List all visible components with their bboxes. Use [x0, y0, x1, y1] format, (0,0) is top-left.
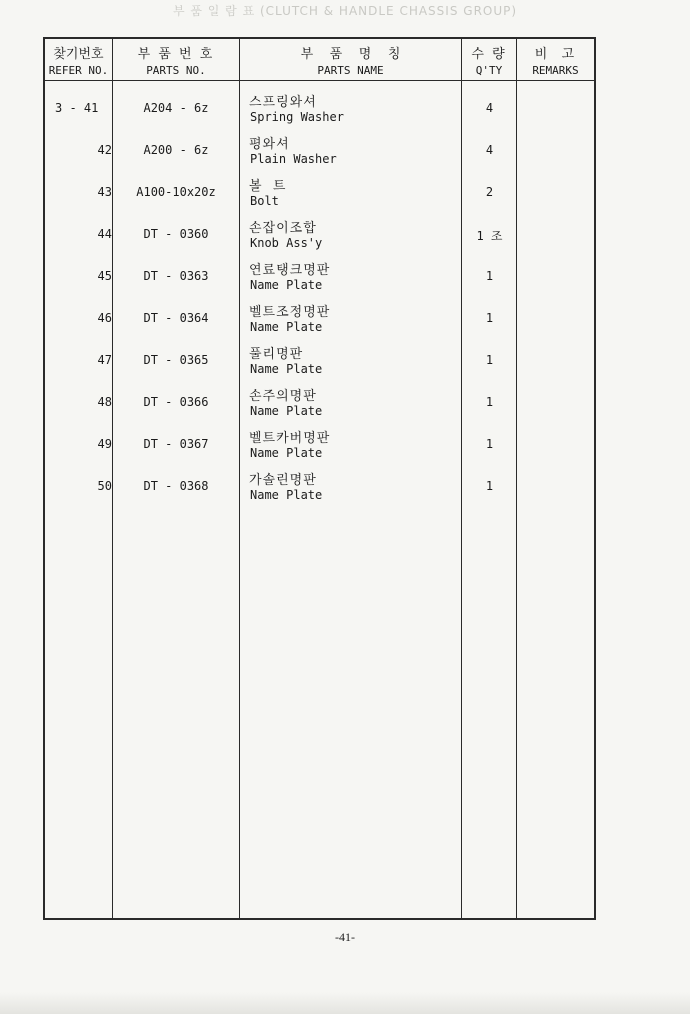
quantity: 4 [485, 101, 494, 115]
header-parts-no [113, 39, 239, 80]
parts-name-korean: 연료탱크명판 [249, 263, 331, 278]
header-divider [45, 80, 594, 81]
table-row [45, 379, 594, 421]
table-row [45, 253, 594, 295]
refer-no: 48 [97, 395, 112, 409]
refer-no: 50 [97, 479, 112, 493]
parts-name-english: Name Plate [250, 278, 323, 292]
page-number: -41- [335, 930, 355, 944]
refer-no: 45 [97, 269, 112, 283]
header-remarks [517, 39, 594, 80]
refer-no: 42 [97, 143, 112, 157]
parts-no: A200 - 6z [143, 143, 209, 157]
table-row [45, 85, 594, 127]
header-qty-en: Q'TY [475, 64, 503, 77]
parts-name-english: Spring Washer [250, 110, 344, 124]
refer-no: 44 [97, 227, 112, 241]
table-row [45, 463, 594, 505]
parts-name-korean: 풀리명판 [249, 347, 304, 362]
parts-name-english: Name Plate [250, 488, 323, 502]
header-remarks-en: REMARKS [532, 64, 579, 77]
quantity: 4 [485, 143, 494, 157]
parts-name-korean: 평와셔 [249, 137, 290, 152]
header-parts-name-en: PARTS NAME [317, 64, 384, 77]
table-row [45, 127, 594, 169]
parts-name-english: Name Plate [250, 320, 323, 334]
parts-name-english: Name Plate [250, 446, 323, 460]
parts-name-english: Plain Washer [250, 152, 337, 166]
parts-no: DT - 0366 [143, 395, 209, 409]
parts-name-korean: 스프링와셔 [249, 95, 317, 110]
header-parts-no-ko: 부 품 번 호 [137, 47, 215, 62]
refer-no: 47 [97, 353, 112, 367]
parts-no: DT - 0367 [143, 437, 209, 451]
parts-name-english: Name Plate [250, 404, 323, 418]
parts-name-korean: 볼 트 [249, 179, 287, 194]
parts-name-english: Bolt [250, 194, 279, 208]
table-row [45, 295, 594, 337]
parts-no: DT - 0365 [143, 353, 209, 367]
quantity: 1 [485, 311, 494, 325]
table-row [45, 211, 594, 253]
header-refer-ko: 찾기번호 [53, 47, 104, 62]
parts-no: DT - 0368 [143, 479, 209, 493]
parts-name-korean: 벨트조정명판 [249, 305, 331, 320]
refer-no: 46 [97, 311, 112, 325]
header-parts-name-ko: 부 품 명 칭 [300, 47, 401, 62]
parts-name-korean: 손잡이조합 [249, 221, 317, 236]
quantity: 1 [485, 479, 494, 493]
header-parts-no-en: PARTS NO. [146, 64, 206, 77]
header-refer-no [45, 39, 112, 80]
table-row [45, 337, 594, 379]
quantity: 1 [485, 353, 494, 367]
quantity: 1 [485, 395, 494, 409]
quantity: 1 [485, 437, 494, 451]
header-refer-en: REFER NO. [48, 64, 109, 77]
scan-edge-shadow [0, 992, 690, 1014]
parts-name-korean: 손주의명판 [249, 389, 317, 404]
parts-name-korean: 가솔린명판 [249, 473, 317, 488]
refer-no: 43 [97, 185, 112, 199]
header-qty-ko: 수 량 [471, 47, 507, 62]
header-qty [462, 39, 516, 80]
refer-no: 49 [97, 437, 112, 451]
refer-no: 3 - 41 [55, 101, 99, 115]
parts-no: DT - 0364 [143, 311, 209, 325]
parts-no: A204 - 6z [143, 101, 209, 115]
parts-name-english: Knob Ass'y [250, 236, 323, 250]
quantity: 2 [485, 185, 494, 199]
parts-name-korean: 벨트카버명판 [249, 431, 331, 446]
parts-no: A100-10x20z [136, 185, 216, 199]
header-parts-name [240, 39, 461, 80]
quantity: 1 조 [476, 229, 503, 243]
parts-no: DT - 0360 [143, 227, 209, 241]
table-row [45, 169, 594, 211]
parts-name-english: Name Plate [250, 362, 323, 376]
parts-table [43, 37, 596, 920]
header-remarks-ko: 비 고 [534, 47, 577, 62]
parts-no: DT - 0363 [143, 269, 209, 283]
faint-bleed-through-header: 부 품 일 람 표 (CLUTCH & HANDLE CHASSIS GROUP) [172, 4, 518, 18]
quantity: 1 [485, 269, 494, 283]
table-row [45, 421, 594, 463]
